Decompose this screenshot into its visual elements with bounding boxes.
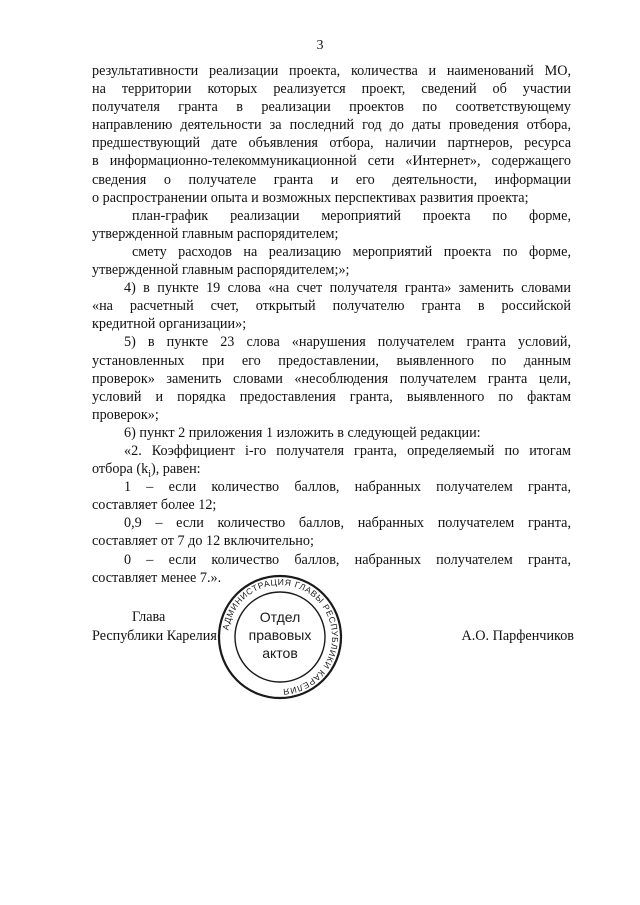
paragraph: [92, 315, 571, 333]
text-line: проверок»;: [92, 406, 159, 423]
text-line: «2. Коэффициент i-го получателя гранта, определяемый по итогам: [124, 442, 571, 459]
paragraph: [92, 496, 571, 514]
text-line: сведения о получателе гранта и его деятельности, информации: [92, 171, 571, 188]
text-line: утвержденной главным распорядителем;»;: [92, 262, 350, 279]
paragraph: [92, 424, 571, 442]
stamp-ring-text: АДМИНИСТРАЦИЯ ГЛАВЫ РЕСПУБЛИКИ КАРЕЛИЯ: [220, 576, 341, 698]
paragraph: [92, 532, 571, 550]
text-line: составляет менее 7.».: [92, 569, 222, 586]
text-line: утвержденной главным распорядителем;: [92, 225, 339, 242]
paragraph: [92, 152, 571, 170]
paragraph: [92, 116, 571, 134]
page-number: 3: [316, 38, 324, 53]
text-line: на территории которых реализуется проект, сведений об участии: [92, 81, 571, 98]
text-line: о распространении опыта и возможных перспективах развития проекта;: [92, 189, 529, 206]
paragraph: [92, 207, 571, 225]
paragraph: [92, 134, 571, 152]
paragraph: [92, 62, 571, 80]
text-line: в информационно-телекоммуникационной сети «Интернет», содержащего: [92, 153, 571, 170]
paragraph: [92, 442, 571, 460]
paragraph: [92, 478, 571, 496]
text-fragment: ), равен:: [150, 461, 201, 478]
document-body: [92, 62, 571, 587]
paragraph: [92, 370, 571, 388]
paragraph: [92, 551, 571, 569]
text-line: составляет более 12;: [92, 497, 217, 514]
paragraph: [92, 514, 571, 532]
stamp-center-line1: Отдел: [259, 609, 301, 625]
text-line: 5) в пункте 23 слова «нарушения получателем гранта условий,: [124, 334, 571, 351]
text-line: проверок» заменить словами «несоблюдения получателем гранта цели,: [92, 370, 571, 387]
text-line: составляет от 7 до 12 включительно;: [92, 533, 314, 550]
subscript: i: [148, 468, 151, 480]
paragraph: [92, 460, 571, 478]
text-line: 0,9 – если количество баллов, набранных получателем гранта,: [124, 515, 571, 532]
text-line: 6) пункт 2 приложения 1 изложить в следующей редакции:: [124, 424, 481, 441]
text-line: направлению деятельности за последний год до даты проведения отбора,: [92, 117, 571, 134]
paragraph: [92, 333, 571, 351]
signatory-title-line1: Глава: [132, 609, 166, 625]
paragraph: [92, 279, 571, 297]
stamp-center-line3: актов: [262, 645, 298, 661]
signatory-title-line2: Республики Карелия: [92, 628, 217, 644]
text-line: 0 – если количество баллов, набранных получателем гранта,: [124, 551, 571, 568]
text-line: кредитной организации»;: [92, 316, 247, 333]
official-stamp: [215, 572, 345, 702]
signatory-title: [92, 608, 217, 646]
text-line: план-график реализации мероприятий проекта по форме,: [132, 207, 571, 224]
stamp-center-line2: правовых: [248, 627, 312, 643]
paragraph: [92, 171, 571, 189]
paragraph: [92, 352, 571, 370]
text-line: получателя гранта в реализации проектов по соответствующему: [92, 99, 571, 116]
text-line: условий и порядка предоставления гранта, выявленного по фактам: [92, 388, 571, 405]
signatory-name: А.О. Парфенчиков: [461, 628, 574, 644]
text-line: «на расчетный счет, открытый получателю гранта в российской: [92, 298, 571, 315]
paragraph: [92, 406, 571, 424]
text-line: установленных при его предоставлении, выявленного по данным: [92, 352, 571, 369]
text-line: предшествующий дате объявления отбора, наличии партнеров, ресурса: [92, 135, 571, 152]
paragraph: [92, 189, 571, 207]
paragraph: [92, 388, 571, 406]
text-line: смету расходов на реализацию мероприятий проекта по форме,: [132, 243, 571, 260]
paragraph: [92, 243, 571, 261]
paragraph: [92, 225, 571, 243]
text-line: 4) в пункте 19 слова «на счет получателя гранта» заменить словами: [124, 280, 571, 297]
text-line: результативности реализации проекта, количества и наименований МО,: [92, 63, 571, 79]
paragraph: [92, 297, 571, 315]
paragraph: [92, 98, 571, 116]
paragraph: [92, 80, 571, 98]
text-line: 1 – если количество баллов, набранных получателем гранта,: [124, 479, 571, 496]
text-line: отбора (k: [92, 461, 149, 478]
paragraph: [92, 261, 571, 279]
